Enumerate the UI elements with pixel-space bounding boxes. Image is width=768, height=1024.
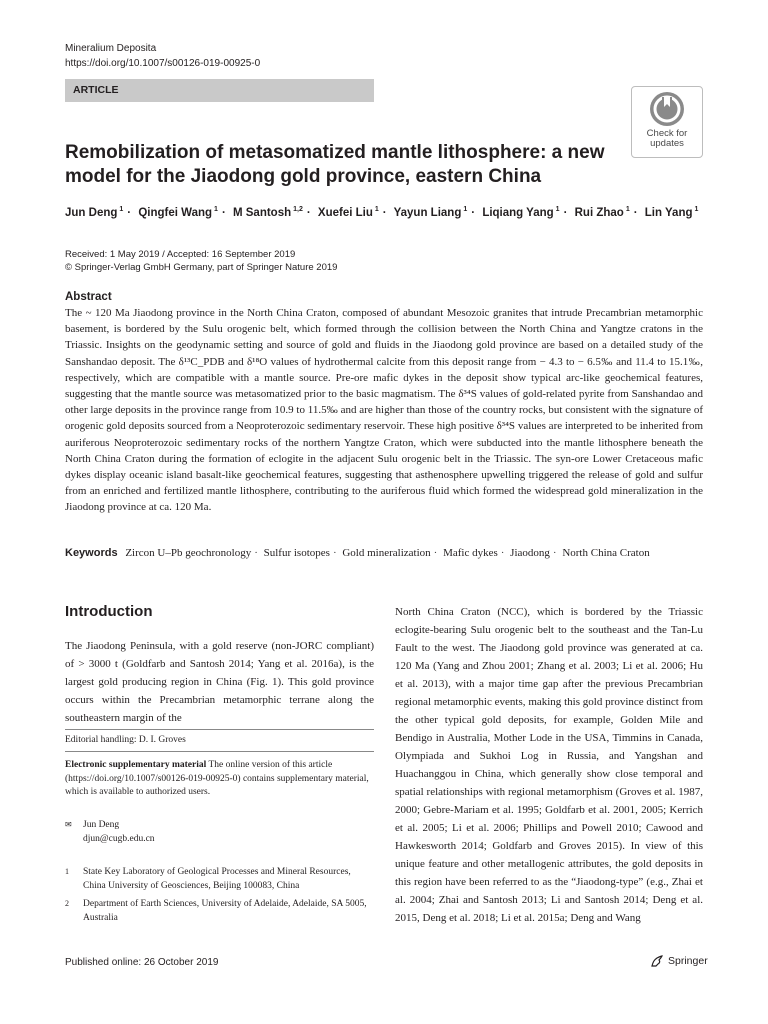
keyword: Gold mineralization	[342, 547, 431, 559]
author[interactable]: M Santosh $^{1,2}$	[232, 206, 303, 219]
author[interactable]: Lin Yang $^1$	[644, 206, 699, 219]
keyword: Jiaodong	[510, 547, 550, 559]
article-type-bar: ARTICLE	[65, 79, 374, 102]
author[interactable]: Jun Deng $^1$	[65, 206, 124, 219]
intro-right-column: North China Craton (NCC), which is bordered by the Triassic eclogite-bearing Sulu orogenic belt to the southeast and the Tan-Lu Fault to the west. The Jiaodong gold province was generated at ca. 120 Ma (Yang and Zhou 2001; Zhang et al. 2003; Li et al. 2006; Hu et al. 2013), with a major time gap after the previous Precambrian regional metamorphic events, making this gold province distinct from the other typical gold deposits, for example, Golden Mile and Bendigo in Australia, Mother Lode in the USA, Timmins in Canada, Olympiada and Sukhoi Log in Russia, and Yangshan and Huachanggou in China, which generally show close temporal and spatial relationships with regional metamorphism (Groves et al. 1987, 2000; Gebre-Mariam et al. 1995; Goldfarb et al. 2001, 2005; Kerrich et al. 2005; Li et al. 2006; Phillips and Powell 2010; Cawood and Hawkesworth 2014; Goldfarb and Groves 2015). In view of this unique feature and other metallogenic attributes, the gold deposits in this region have been referred to as the “Jiaodong-type” (e.g., Zhai et al. 2004; Zhai and Santosh 2013; Li and Santosh 2014; Deng et al. 2015, Deng et al. 2018; Li et al. 2015a; Deng and Wang	[395, 606, 703, 924]
corresponding-author	[65, 819, 155, 846]
author[interactable]: Yayun Liang $^1$	[393, 206, 468, 219]
keywords-label: Keywords	[65, 547, 118, 559]
check-updates-icon	[632, 87, 702, 131]
article-title: Remobilization of metasomatized mantle lithosphere: a new model for the Jiaodong gold province, eastern China	[65, 142, 605, 187]
esm-label: Electronic supplementary material	[65, 760, 207, 770]
keywords-line: Keywords Zircon U–Pb geochronology · Sulfur isotopes · Gold mineralization · Mafic dykes · Jiaodong · North China Craton	[65, 547, 650, 559]
publisher-logo: Springer	[650, 954, 708, 968]
keyword: North China Craton	[562, 547, 650, 559]
introduction-heading: Introduction	[65, 603, 153, 620]
affiliation-2: 2 Department of Earth Sciences, University of Adelaide, Adelaide, SA 5005, Australia	[65, 899, 367, 923]
affiliation-1: 1 State Key Laboratory of Geological Processes and Mineral Resources, China University of Geosciences, Beijing 100083, China	[65, 867, 351, 891]
author[interactable]: Rui Zhao $^1$	[574, 206, 630, 219]
abstract-body: The ~ 120 Ma Jiaodong province in the North China Craton, composed of abundant Mesozoic granites that intrude Precambrian metamorphic basement, is bordered by the Sulu orogenic belt, which formed through the collision between the North China and Yangtze cratons in the Triassic. Insights on the geodynamic setting and source of gold and fluids in the Jiaodong gold province are based on a detailed study of the Sanshandao deposit. The δ¹³C_PDB and δ¹⁸O values of hydrothermal calcite from this deposit range from − 4.3 to − 6.5‰ and 11.4 to 15.1‰, respectively, which are compatible with a mantle source. Pre-ore mafic dykes in the deposit show typical arc-like geochemical features, suggesting that the mantle source was metasomatized prior to the basic magmatism. The δ³⁴S values of gold-related pyrite from Sanshandao and other large deposits in the province range from 10.9 to 11.5‰ and are higher than those of the country rocks, but consistent with the signature of orogenic gold deposits sourced from a Neoproterozoic sedimentary reservoir. These high positive δ³⁴S values are interpreted to be inherited from auriferous Neoproterozoic sedimentary rocks of the northern Yangtze Craton, which were subducted into the mantle lithosphere beneath the North China Craton during the formation of eclogite in the adjacent Sulu orogenic belt in the Triassic. The syn-ore Lower Cretaceous mafic dykes display oceanic island basalt-like geochemical features, suggesting that asthenosphere upwelling triggered the release of gold and sulfur from an enriched and fertilized mantle lithosphere, contributing to the auriferous fluid which formed the widespread gold mineralization in the Jiaodong province at ca. 120 Ma.	[65, 307, 703, 514]
doi-link[interactable]: https://doi.org/10.1007/s00126-019-00925-0	[65, 58, 261, 69]
contact-email[interactable]: djun@cugb.edu.cn	[83, 833, 155, 844]
supplementary-material-note	[65, 759, 374, 800]
copyright-line: © Springer-Verlag GmbH Germany, part of Springer Nature 2019	[65, 262, 338, 273]
journal-name: Mineralium Deposita	[65, 43, 157, 54]
keyword: Sulfur isotopes	[263, 547, 330, 559]
footnote-divider	[65, 729, 374, 730]
received-accepted-dates: Received: 1 May 2019 / Accepted: 16 September 2019	[65, 249, 296, 260]
editorial-handling: Editorial handling: D. I. Groves	[65, 735, 186, 745]
check-updates-label: Check for updates	[646, 128, 688, 149]
author[interactable]: Xuefei Liu $^1$	[317, 206, 379, 219]
intro-left-column: The Jiaodong Peninsula, with a gold reserve (non-JORC compliant) of > 3000 t (Goldfarb and Santosh 2014; Yang et al. 2016a), is the largest gold producing region in China (Fig. 1). This gold province occurs within the Precambrian metamorphic terrane along the southeastern margin of the	[65, 640, 374, 724]
author-list: Jun Deng $^1$ · Qingfei Wang $^1$ · M Santosh $^{1,2}$ · Xuefei Liu $^1$ · Yayun Liang $^1$ · Liqiang Yang $^1$ · Rui Zhao $^1$ · Lin Yang $^1$	[65, 206, 699, 219]
keyword: Mafic dykes	[443, 547, 498, 559]
abstract-heading: Abstract	[65, 291, 112, 303]
springer-horse-icon	[650, 954, 664, 968]
published-online-date: Published online: 26 October 2019	[65, 957, 219, 968]
author[interactable]: Qingfei Wang $^1$	[138, 206, 218, 219]
check-for-updates-badge[interactable]	[631, 86, 703, 158]
footnote-divider	[65, 751, 374, 752]
keyword: Zircon U–Pb geochronology	[125, 547, 252, 559]
contact-name: Jun Deng	[83, 820, 120, 830]
author[interactable]: Liqiang Yang $^1$	[482, 206, 560, 219]
esm-text: The online version of this article (https://doi.org/10.1007/s00126-019-00925-0) contains supplementary material, which is available to authorized users.	[65, 760, 369, 797]
envelope-icon: ✉	[65, 820, 72, 829]
